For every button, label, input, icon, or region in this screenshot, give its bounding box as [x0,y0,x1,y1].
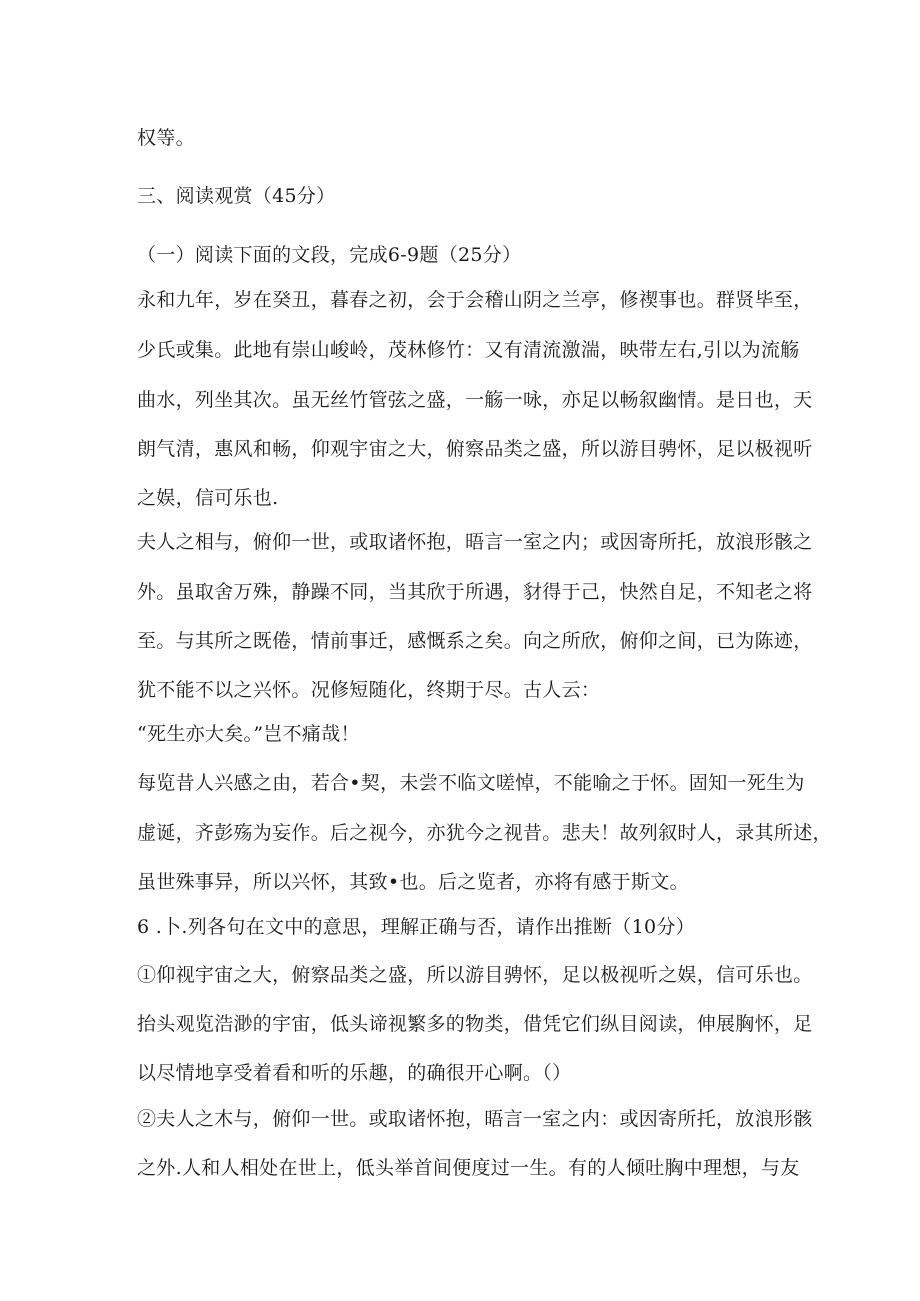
question-item: ①仰视宇宙之大，俯察品类之盛，所以游目骋怀，足以极视听之娱，信可乐也。 [137,964,813,986]
question-heading: 6 .卜.列各句在文中的意思，理解正确与否，请作出推断（10分） [137,916,695,938]
passage-line: 朗气清，惠风和畅，仰观宇宙之大，俯察品类之盛，所以游目骋怀，足以极视听 [137,438,813,460]
text-line-continuation: 权等。 [137,127,195,149]
passage-line: 虚诞，齐彭殇为妄作。后之视今，亦犹今之视昔。悲夫！故列叙时人，录其所述， [137,822,832,844]
passage-line: 永和九年，岁在癸丑，暮春之初，会于会稽山阴之兰亭，修禊事也。群贤毕至， [137,289,813,311]
question-item: 以尽情地享受着看和听的乐趣，的确很开心啊。（） [137,1062,572,1084]
passage-line: 犹不能不以之兴怀。况修短随化，终期于尽。古人云： [137,679,601,701]
passage-line: “死生亦大矣。”岂不痛哉！ [137,723,360,745]
passage-line: 虽世殊事异，所以兴怀，其致•也。后之览者，亦将有感于斯文。 [137,871,689,893]
subsection-heading: （一）阅读下面的文段，完成6-9题（25分） [137,244,522,266]
passage-line: 少氏或集。此地有崇山峻岭，茂林修竹：又有清流激湍，映带左右,引以为流觞 [137,339,800,361]
question-item: ②夫人之木与，俯仰一世。或取诸怀抱，晤言一室之内：或因寄所托，放浪形骸 [137,1108,813,1130]
section-heading: 三、阅读观赏（45分） [137,185,336,207]
passage-line: 至。与其所之既倦，情前事迁，感慨系之矣。向之所欣，俯仰之间，已为陈迹， [137,630,813,652]
passage-line: 外。虽取舍万殊，静躁不同，当其欣于所遇，豺得于己，快然自足，不知老之将 [137,581,813,603]
passage-line: 每览昔人兴感之由，若合•契，未尝不临文嗟悼，不能喻之于怀。固知一死生为 [137,772,805,794]
passage-line: 之娱，信可乐也. [137,487,279,509]
passage-line: 曲水，列坐其次。虽无丝竹管弦之盛，一觞一咏，亦足以畅叙幽情。是日也，天 [137,389,813,411]
question-item: 之外.人和人相处在世上，低头举首间便度过一生。有的人倾吐胸中理想，与友 [137,1157,800,1179]
passage-line: 夫人之相与，俯仰一世，或取诸怀抱，晤言一室之内；或因寄所托，放浪形骸之 [137,531,813,553]
question-item: 抬头观览浩渺的宇宙，低头谛视繁多的物类，借凭它们纵目阅读，伸展胸怀，足 [137,1013,813,1035]
